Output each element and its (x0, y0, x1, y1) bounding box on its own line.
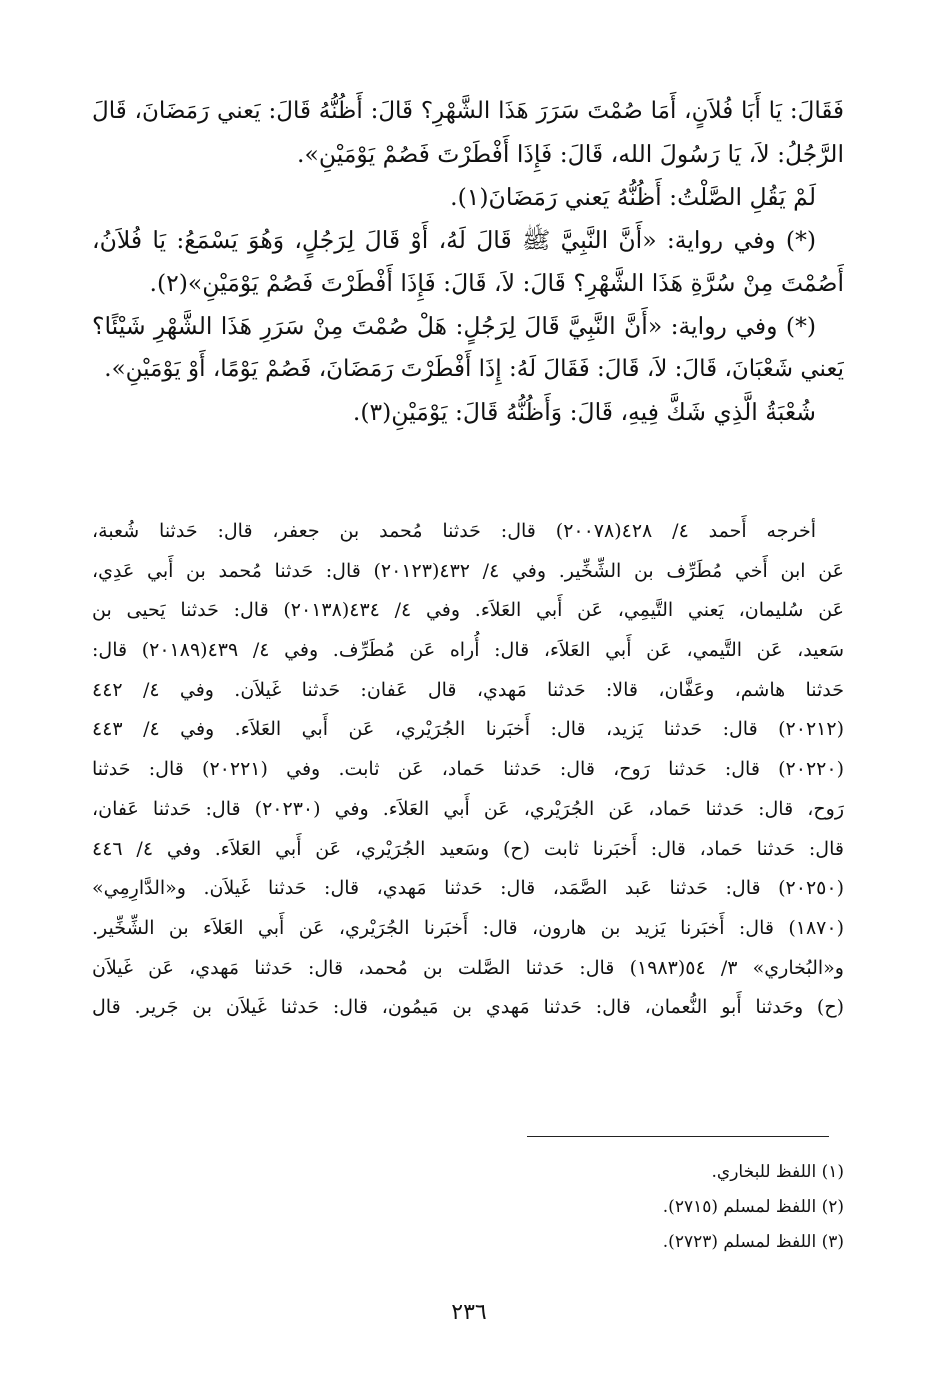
hadith-line: (*) وفي رواية: «أَنَّ النَّبِيَّ قَالَ لِرَجُلٍ: هَلْ صُمْتَ مِنْ سَرَرِ هَذَا الشَّهْرِ شَيْئًا؟ (92, 312, 816, 340)
hadith-line: يَعني شَعْبَانَ، قَالَ: لاَ، قَالَ: فَقَالَ لَهُ: إِذَا أَفْطَرْتَ رَمَضَانَ، فَصُمْ يَوْمًا، أَوْ يَوْمَيْنِ». (104, 356, 844, 382)
takhrij-line: و«البُخاري» ٣/ ٥٤(١٩٨٣) قال: حَدثنا الصَّلت بن مُحمد، قال: حَدثنا مَهدي، عَن غَيلاَن (92, 956, 844, 979)
hadith-line: فَقَالَ: يَا أَبَا فُلاَنٍ، أَمَا صُمْتَ سَرَرَ هَذَا الشَّهْرِ؟ قَالَ: أَظُنُّهُ قَالَ: يَعني رَمَضَانَ، قَالَ (92, 98, 844, 124)
takhrij-line: (ح) وحَدثنا أَبو النُّعمان، قال: حَدثنا مَهدي بن مَيمُون، قال: حَدثنا غَيلاَن بن جَرير. قال (92, 996, 844, 1019)
footnotes (444, 1155, 844, 1260)
hadith-line: أَصُمْتَ مِنْ سُرَّةِ هَذَا الشَّهْرِ؟ قَالَ: لاَ، قَالَ: فَإِذَا أَفْطَرْتَ فَصُمْ يَوْمَيْنِ»(٢). (149, 269, 844, 297)
hadith-line: (*) وفي رواية: «أَنَّ النَّبِيَّ ﷺ قَالَ لَهُ، أَوْ قَالَ لِرَجُلٍ، وَهُوَ يَسْمَعُ: يَا فُلاَنُ، (92, 226, 816, 254)
hadith-line: لَمْ يَقُلِ الصَّلْتُ: أَظُنُّهُ يَعني رَمَضَانَ(١). (450, 183, 816, 211)
takhrij-line: قال: حَدثنا حَماد، قال: أَخبَرنا ثابت (ح) وسَعيد الجُرَيْري، عَن أَبي العَلاَء. وفي ٤/ ٤٤٦ (92, 837, 844, 860)
takhrij-line: (٢٠٢٢٠) قال: حَدثنا رَوح، قال: حَدثنا حَماد، عَن ثابت. وفي (٢٠٢٢١) قال: حَدثنا (92, 758, 844, 781)
footnote: (٣) اللفظ لمسلم (٢٧٢٣). (662, 1232, 844, 1252)
takhrij-line: سَعيد، عَن التَّيمي، عَن أَبي العَلاَء، قال: أُراه عَن مُطَرِّف. وفي ٤/ ٤٣٩(٢٠١٨٩) قال: (92, 639, 844, 662)
footnote: (٢) اللفظ لمسلم (٢٧١٥). (662, 1197, 844, 1217)
takhrij-text (92, 512, 844, 1028)
takhrij-line: (٢٠٢١٢) قال: حَدثنا يَزيد، قال: أَخبَرنا الجُرَيْري، عَن أَبي العَلاَء. وفي ٤/ ٤٤٣ (92, 718, 844, 741)
takhrij-line: (٢٠٢٥٠) قال: حَدثنا عَبد الصَّمَد، قال: حَدثنا مَهدي، قال: حَدثنا غَيلاَن. و«الدَّارِمِي» (92, 877, 844, 900)
footnote: (١) اللفظ للبخاري. (711, 1162, 844, 1182)
hadith-text (92, 90, 844, 434)
page-number: ٢٣٦ (451, 1300, 487, 1325)
hadith-line: شُعْبَةُ الَّذِي شَكَّ فِيهِ، قَالَ: وَأَظُنُّهُ قَالَ: يَوْمَيْنِ(٣). (352, 398, 816, 426)
footnote-divider (527, 1136, 829, 1137)
takhrij-line: عَن ابن أَخي مُطَرِّف بن الشِّخِّير. وفي ٤/ ٤٣٢(٢٠١٢٣) قال: حَدثنا مُحمد بن أَبي عَدِي، (92, 559, 844, 582)
takhrij-line: حَدثنا هاشم، وعَفَّان، قالا: حَدثنا مَهدي، قال عَفان: حَدثنا غَيلاَن. وفي ٤/ ٤٤٢ (92, 678, 844, 701)
takhrij-line: رَوح، قال: حَدثنا حَماد، عَن الجُرَيْري، عَن أَبي العَلاَء. وفي (٢٠٢٣٠) قال: حَدثنا عَفان، (92, 797, 844, 820)
takhrij-line: عَن سُليمان، يَعني التَّيمِي، عَن أَبي العَلاَء. وفي ٤/ ٤٣٤(٢٠١٣٨) قال: حَدثنا يَحيى بن (92, 599, 844, 622)
hadith-line: الرَّجُلُ: لاَ، يَا رَسُولَ الله، قَالَ: فَإِذَا أَفْطَرْتَ فَصُمْ يَوْمَيْنِ». (297, 140, 844, 168)
takhrij-line: أخرجه أَحمد ٤/ ٤٢٨(٢٠٠٧٨) قال: حَدثنا مُحمد بن جعفر، قال: حَدثنا شُعبة، (92, 520, 816, 542)
takhrij-line: (١٨٧٠) قال: أَخبَرنا يَزيد بن هارون، قال: أَخبَرنا الجُرَيْري، عَن أَبي العَلاَء بن الشِّخِّير. (92, 916, 844, 939)
